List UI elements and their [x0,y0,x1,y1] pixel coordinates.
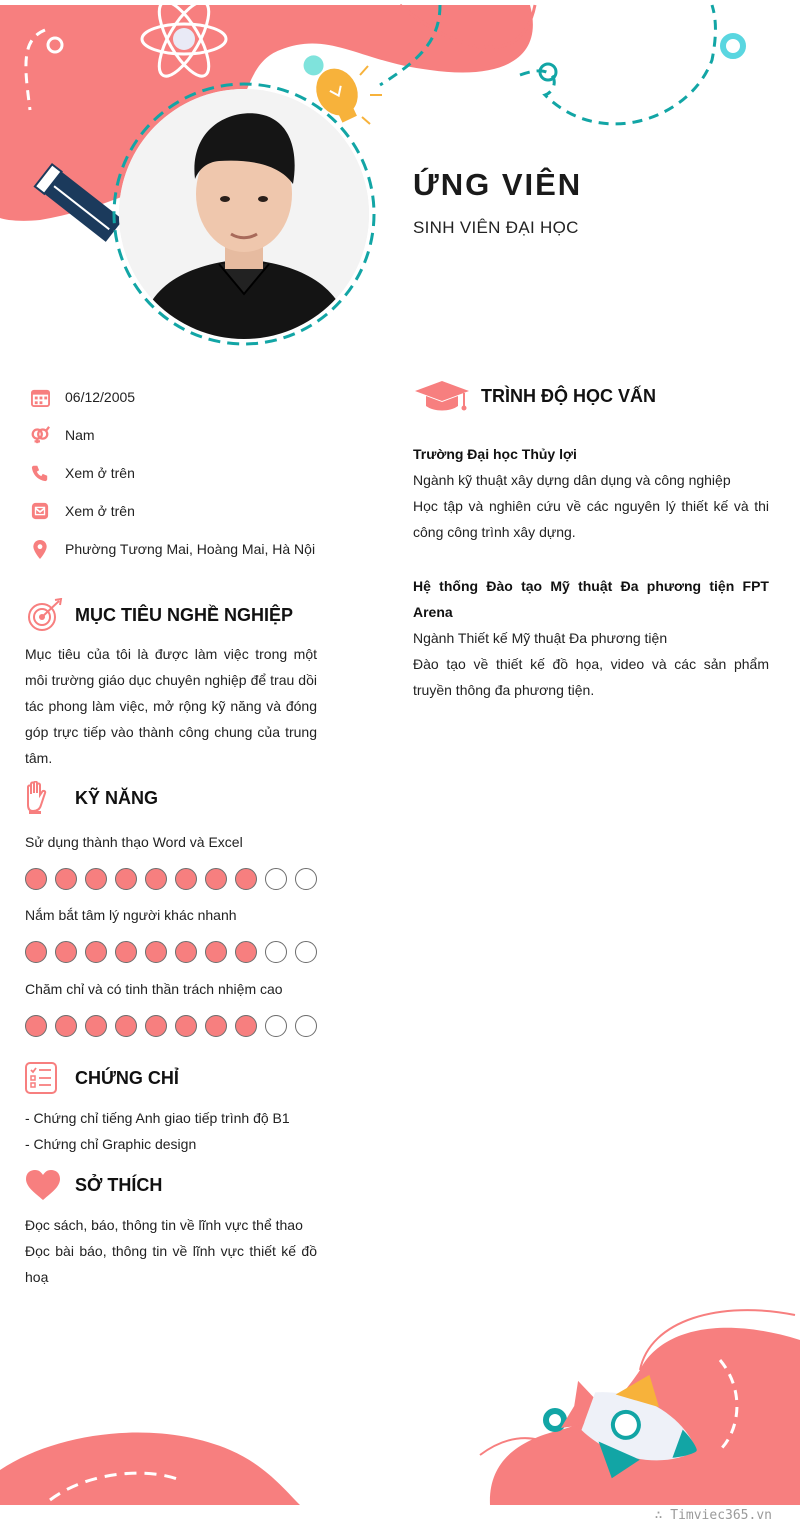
certificates-title: CHỨNG CHỈ [75,1067,179,1088]
target-icon [25,597,65,633]
skills-title: KỸ NĂNG [75,787,159,808]
candidate-name: ỨNG VIÊN [413,167,583,202]
rating-dot-filled [235,941,257,963]
contact-phone [30,461,350,485]
rating-dot-filled [235,1015,257,1037]
hobby-item: Đọc sách, báo, thông tin về lĩnh vực thể thao [25,1217,303,1233]
rating-dot-filled [115,868,137,890]
hobby-item: Đọc bài báo, thông tin về lĩnh vực thiết kế đồ hoạ [25,1243,317,1285]
phone-icon [30,463,50,483]
rating-dot-empty [295,1015,317,1037]
objective-title: MỤC TIÊU NGHỀ NGHIỆP [75,604,294,625]
email-icon [30,501,50,521]
contact-gender [30,423,350,447]
hand-icon [25,780,65,816]
rating-dot-filled [25,1015,47,1037]
profile-photo-frame [113,83,375,345]
education-heading [413,378,656,414]
job-title: SINH VIÊN ĐẠI HỌC [413,218,579,237]
contact-address [30,537,350,561]
rating-dot-filled [175,868,197,890]
certificate-item: - Chứng chỉ tiếng Anh giao tiếp trình độ B1 [25,1110,290,1126]
rating-dot-filled [205,1015,227,1037]
hobbies-title: SỞ THÍCH [75,1174,163,1195]
rating-dot-filled [145,868,167,890]
certificates-list [25,1105,325,1157]
rating-dot-filled [25,868,47,890]
rating-dot-empty [295,868,317,890]
certificate-item: - Chứng chỉ Graphic design [25,1136,197,1152]
rating-dot-filled [205,941,227,963]
rating-dot-filled [115,1015,137,1037]
skills-heading [25,780,158,816]
heart-icon [25,1167,65,1203]
watermark: ∴ Timviec365.vn [654,1508,772,1523]
education-description: Học tập và nghiên cứu về các nguyên lý thiết kế và thi công công trình xây dựng. [413,498,769,540]
rating-dot-filled [175,1015,197,1037]
rating-dot-empty [265,941,287,963]
rating-dot-filled [55,941,77,963]
skill-name: Chăm chỉ và có tinh thần trách nhiệm cao [25,981,283,997]
rating-dot-filled [115,941,137,963]
rating-dot-filled [205,868,227,890]
objective-text: Mục tiêu của tôi là được làm việc trong một môi trường giáo dục chuyên nghiệp để trau dồi tác phong làm việc, mở rộng kỹ năng và đóng góp trực tiếp vào thành công chung của trung tâm. [25,646,317,766]
birthday-value: 06/12/2005 [65,389,136,405]
hobbies-heading [25,1167,162,1203]
education-major: Ngành Thiết kế Mỹ thuật Đa phương tiện [413,630,668,646]
rating-dot-filled [85,1015,107,1037]
address-value: Phường Tương Mai, Hoàng Mai, Hà Nội [65,541,316,557]
calendar-icon [30,387,50,407]
rating-dot-empty [265,868,287,890]
education-title: TRÌNH ĐỘ HỌC VẤN [481,385,656,406]
phone-value: Xem ở trên [65,465,135,481]
gender-icon [30,425,50,445]
education-item [413,573,769,703]
rating-dot-empty [295,941,317,963]
hobbies-text [25,1212,317,1290]
skill-name: Sử dụng thành thạo Word và Excel [25,834,243,850]
rating-dot-filled [25,941,47,963]
rating-dot-empty [265,1015,287,1037]
graduation-cap-icon [413,378,471,414]
skill-rating [25,941,317,963]
skill-rating [25,1015,317,1037]
school-name: Trường Đại học Thủy lợi [413,446,577,462]
gender-value: Nam [65,427,95,443]
contact-email [30,499,350,523]
person-avatar-icon [119,89,369,339]
school-name: Hệ thống Đào tạo Mỹ thuật Đa phương tiện FPT Arena [413,578,769,620]
profile-photo [119,89,369,339]
email-value: Xem ở trên [65,503,135,519]
objective-heading [25,597,293,633]
rating-dot-filled [85,868,107,890]
rating-dot-filled [175,941,197,963]
education-description: Đào tạo về thiết kế đồ họa, video và các sản phẩm truyền thông đa phương tiện. [413,656,769,698]
skill-rating [25,868,317,890]
education-major: Ngành kỹ thuật xây dựng dân dụng và công nghiệp [413,472,731,488]
certificates-heading [25,1060,179,1096]
rating-dot-filled [145,1015,167,1037]
location-pin-icon [30,539,50,559]
rating-dot-filled [55,1015,77,1037]
education-item [413,441,769,545]
checklist-icon [25,1060,65,1096]
contact-birthday [30,385,350,409]
rating-dot-filled [55,868,77,890]
skill-name: Nắm bắt tâm lý người khác nhanh [25,907,237,923]
rating-dot-filled [235,868,257,890]
rating-dot-filled [145,941,167,963]
rating-dot-filled [85,941,107,963]
